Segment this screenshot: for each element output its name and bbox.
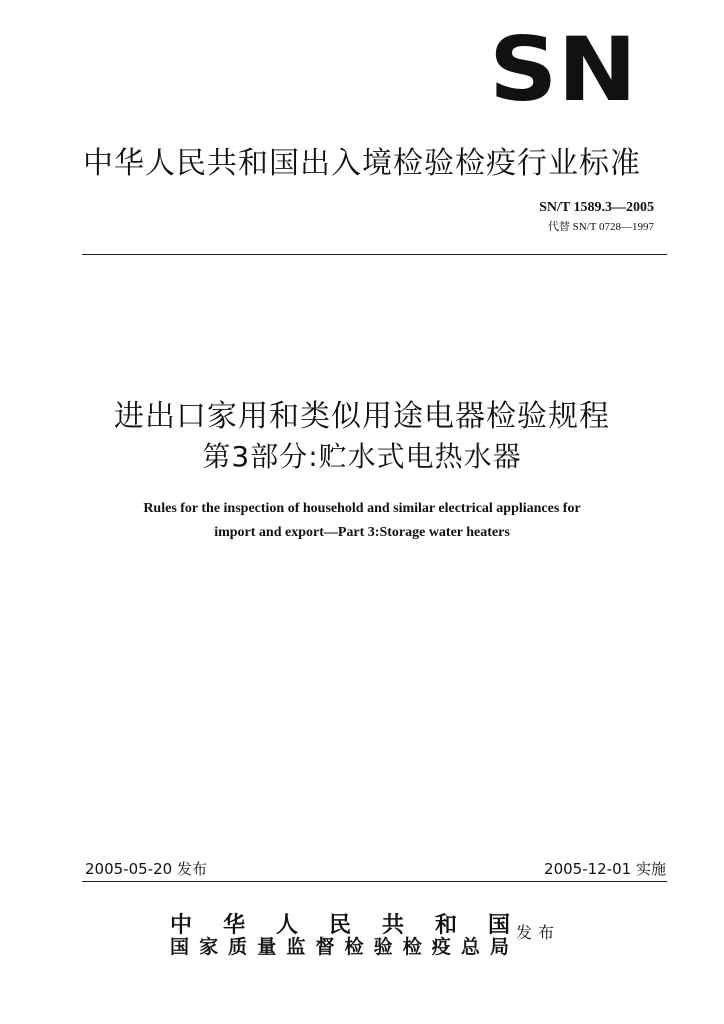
issue-date: 2005-05-20 发布 [85, 860, 207, 878]
issuer-country: 中华人民共和国 [170, 912, 510, 938]
title-en-line2: import and export—Part 3:Storage water heaters [214, 525, 510, 540]
standard-number: SN/T 1589.3—2005 [539, 200, 654, 215]
org-title: 中华人民共和国出入境检验检疫行业标准 [83, 146, 641, 181]
replaces-standard: 代替 SN/T 0728—1997 [547, 221, 654, 233]
sn-logo [488, 30, 638, 106]
bottom-divider [82, 881, 667, 882]
title-cn-line2: 第3部分:贮水式电热水器 [202, 440, 522, 473]
title-en-line1: Rules for the inspection of household and similar electrical appliances for [143, 501, 581, 516]
title-cn-line1: 进出口家用和类似用途电器检验规程 [114, 399, 610, 434]
sn-logo-text: SN [489, 30, 637, 106]
issuer-agency: 国家质量监督检验检疫总局 [170, 936, 510, 958]
effective-date: 2005-12-01 实施 [544, 860, 666, 878]
top-divider [82, 254, 667, 255]
publish-label: 发布 [516, 923, 561, 942]
